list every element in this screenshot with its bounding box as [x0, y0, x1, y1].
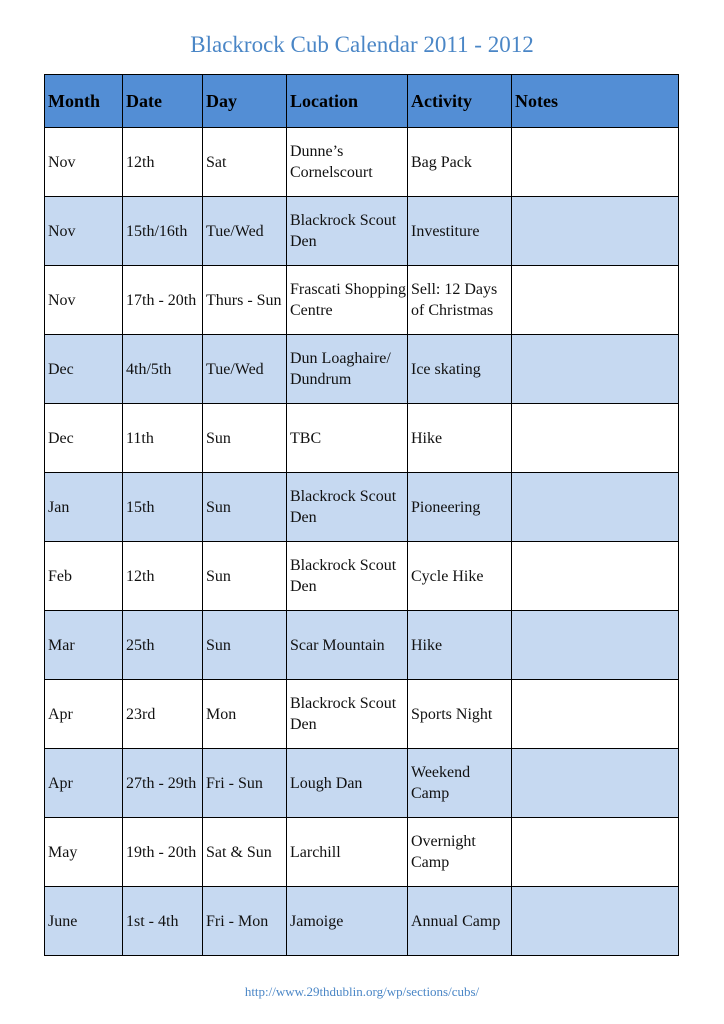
cell-activity: Cycle Hike [408, 542, 512, 611]
cell-day: Sun [203, 611, 287, 680]
cell-location: Blackrock Scout Den [287, 680, 408, 749]
cell-month: June [45, 887, 123, 956]
cell-month: Apr [45, 749, 123, 818]
cell-month: Nov [45, 197, 123, 266]
cell-date: 27th - 29th [123, 749, 203, 818]
table-row [45, 887, 679, 956]
cell-location: Jamoige [287, 887, 408, 956]
table-row [45, 542, 679, 611]
cell-activity: Hike [408, 404, 512, 473]
cell-location: Blackrock Scout Den [287, 473, 408, 542]
cell-day: Tue/Wed [203, 335, 287, 404]
cell-month: Mar [45, 611, 123, 680]
cell-activity: Hike [408, 611, 512, 680]
cell-location: Larchill [287, 818, 408, 887]
cell-date: 15th [123, 473, 203, 542]
table-row [45, 818, 679, 887]
cell-month: Dec [45, 335, 123, 404]
column-header-notes: Notes [512, 75, 679, 128]
cell-day: Fri - Sun [203, 749, 287, 818]
cell-activity: Investiture [408, 197, 512, 266]
cell-activity: Bag Pack [408, 128, 512, 197]
cell-notes [512, 266, 679, 335]
cell-date: 4th/5th [123, 335, 203, 404]
cell-day: Fri - Mon [203, 887, 287, 956]
cell-day: Sun [203, 542, 287, 611]
cell-date: 12th [123, 542, 203, 611]
cell-date: 25th [123, 611, 203, 680]
table-row [45, 404, 679, 473]
calendar-table [44, 74, 679, 956]
cell-day: Sat & Sun [203, 818, 287, 887]
table-row [45, 680, 679, 749]
cell-month: Dec [45, 404, 123, 473]
cell-day: Sat [203, 128, 287, 197]
cell-date: 12th [123, 128, 203, 197]
cell-activity: Ice skating [408, 335, 512, 404]
footer-link[interactable]: http://www.29thdublin.org/wp/sections/cubs/ [244, 984, 480, 999]
table-row [45, 197, 679, 266]
cell-day: Thurs - Sun [203, 266, 287, 335]
cell-month: Nov [45, 266, 123, 335]
table-row [45, 611, 679, 680]
cell-date: 17th - 20th [123, 266, 203, 335]
column-header-day: Day [203, 75, 287, 128]
cell-date: 11th [123, 404, 203, 473]
page-title: Blackrock Cub Calendar 2011 - 2012 [190, 32, 534, 57]
table-row [45, 128, 679, 197]
cell-notes [512, 680, 679, 749]
cell-day: Mon [203, 680, 287, 749]
cell-location: Blackrock Scout Den [287, 197, 408, 266]
cell-notes [512, 611, 679, 680]
cell-notes [512, 473, 679, 542]
column-header-month: Month [45, 75, 123, 128]
cell-location: Lough Dan [287, 749, 408, 818]
cell-activity: Sports Night [408, 680, 512, 749]
cell-month: Nov [45, 128, 123, 197]
cell-date: 1st - 4th [123, 887, 203, 956]
cell-location: Blackrock Scout Den [287, 542, 408, 611]
column-header-date: Date [123, 75, 203, 128]
cell-date: 19th - 20th [123, 818, 203, 887]
cell-month: Feb [45, 542, 123, 611]
cell-day: Tue/Wed [203, 197, 287, 266]
table-row [45, 335, 679, 404]
cell-activity: Sell: 12 Days of Christmas [408, 266, 512, 335]
cell-location: Scar Mountain [287, 611, 408, 680]
cell-month: Jan [45, 473, 123, 542]
cell-activity: Weekend Camp [408, 749, 512, 818]
cell-month: Apr [45, 680, 123, 749]
cell-notes [512, 197, 679, 266]
cell-location: Dun Loaghaire/ Dundrum [287, 335, 408, 404]
cell-activity: Overnight Camp [408, 818, 512, 887]
column-header-activity: Activity [408, 75, 512, 128]
cell-day: Sun [203, 473, 287, 542]
cell-notes [512, 887, 679, 956]
cell-activity: Annual Camp [408, 887, 512, 956]
cell-notes [512, 335, 679, 404]
cell-notes [512, 542, 679, 611]
cell-location: TBC [287, 404, 408, 473]
table-row [45, 266, 679, 335]
header-row [45, 75, 679, 128]
calendar-body [45, 128, 679, 956]
cell-notes [512, 818, 679, 887]
table-row [45, 749, 679, 818]
cell-date: 23rd [123, 680, 203, 749]
cell-month: May [45, 818, 123, 887]
column-header-location: Location [287, 75, 408, 128]
cell-location: Dunne’s Cornelscourt [287, 128, 408, 197]
cell-notes [512, 404, 679, 473]
cell-notes [512, 749, 679, 818]
table-row [45, 473, 679, 542]
cell-activity: Pioneering [408, 473, 512, 542]
cell-date: 15th/16th [123, 197, 203, 266]
cell-day: Sun [203, 404, 287, 473]
cell-notes [512, 128, 679, 197]
cell-location: Frascati Shopping Centre [287, 266, 408, 335]
